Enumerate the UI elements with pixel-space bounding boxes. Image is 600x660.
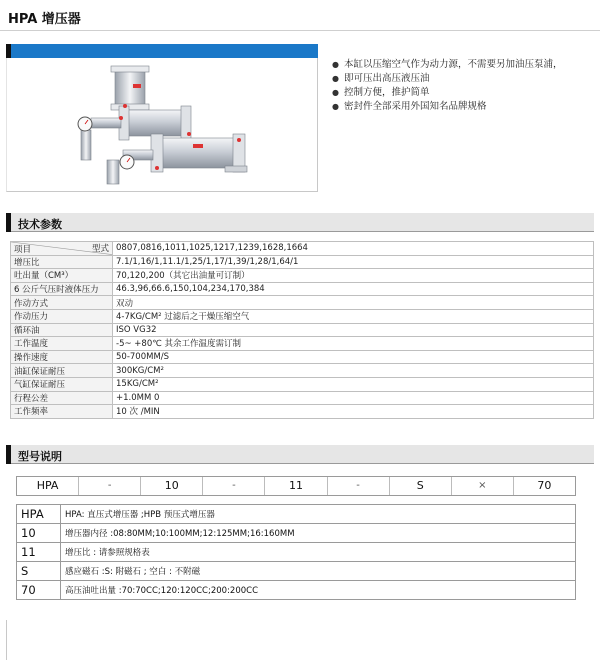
model-desc: HPA: 直压式增压器 ;HPB 预压式增压器 — [61, 505, 576, 524]
spec-label: 气缸保证耐压 — [11, 377, 113, 391]
title-divider — [0, 30, 600, 31]
spec-row — [11, 255, 594, 269]
spec-value: 双动 — [113, 296, 594, 310]
spec-value: ISO VG32 — [113, 323, 594, 337]
spec-label: 6 公斤气压时液体压力 — [11, 282, 113, 296]
spec-label: 增压比 — [11, 255, 113, 269]
spec-row — [11, 309, 594, 323]
section-mark — [6, 445, 11, 464]
model-desc: 增压器内径 :08:80MM;10:100MM;12:125MM;16:160MM — [61, 524, 576, 543]
feature-item: ● 控制方便，推护简单 — [332, 86, 594, 100]
spec-label: 作动方式 — [11, 296, 113, 310]
model-code: 11 — [17, 543, 61, 562]
spec-value: 7.1/1,16/1,11.1/1,25/1,17/1,39/1,28/1,64/1 — [113, 255, 594, 269]
spec-label: 作动压力 — [11, 309, 113, 323]
model-code: 10 — [17, 524, 61, 543]
spec-value: 4-7KG/CM² 过滤后之干燥压缩空气 — [113, 309, 594, 323]
model-row — [17, 543, 576, 562]
code-separator: - — [203, 477, 265, 495]
model-section-header — [6, 445, 594, 464]
model-desc: 高压油吐出量 :70:70CC;120:120CC;200:200CC — [61, 581, 576, 600]
header-type-label: 型式 — [91, 244, 109, 254]
feature-item: ● 本缸以压缩空气作为动力源，不需要另加油压泵浦， — [332, 58, 594, 72]
spec-header-row — [11, 242, 594, 256]
spec-value: -5~ +80℃ 其余工作温度需订制 — [113, 337, 594, 351]
spec-label: 操作速度 — [11, 350, 113, 364]
model-row — [17, 505, 576, 524]
code-segment: 11 — [265, 477, 327, 495]
spec-row — [11, 405, 594, 419]
code-segment: S — [390, 477, 452, 495]
spec-row — [11, 269, 594, 283]
code-segment: 70 — [537, 479, 552, 492]
product-header-bar — [6, 44, 318, 58]
spec-row — [11, 350, 594, 364]
model-desc: 感应磁石 :S: 附磁石 ; 空白 : 不附磁 — [61, 562, 576, 581]
spec-label: 油缸保证耐压 — [11, 364, 113, 378]
model-code-strip — [16, 476, 576, 496]
spec-row — [11, 364, 594, 378]
model-row — [17, 562, 576, 581]
spec-value: 70,120,200（其它出油量可订制） — [113, 269, 594, 283]
code-separator: × — [452, 477, 514, 495]
section-mark — [6, 213, 11, 232]
model-code: S — [17, 562, 61, 581]
feature-item-continued: ● 即可压出高压液压油 — [332, 72, 594, 86]
model-table — [16, 504, 576, 600]
spec-label: 工作温度 — [11, 337, 113, 351]
code-separator: - — [328, 477, 390, 495]
header-item-label: 项目 — [14, 244, 32, 255]
model-code: HPA — [17, 505, 61, 524]
spec-header-label — [11, 242, 113, 256]
spec-label: 循环油 — [11, 323, 113, 337]
model-row — [17, 581, 576, 600]
specs-section-header — [6, 213, 594, 232]
code-segment: 10 — [141, 477, 203, 495]
model-section-title: 型号说明 — [18, 450, 62, 463]
spec-value: +1.0MM 0 — [113, 391, 594, 405]
spec-row — [11, 323, 594, 337]
model-row — [17, 524, 576, 543]
spec-row — [11, 282, 594, 296]
page-edge-line — [6, 620, 7, 660]
spec-row — [11, 337, 594, 351]
spec-row — [11, 377, 594, 391]
page-title: HPA 增压器 — [8, 12, 81, 27]
spec-value: 10 次 /MIN — [113, 405, 594, 419]
spec-value: 15KG/CM² — [113, 377, 594, 391]
model-code: 70 — [17, 581, 61, 600]
product-image — [6, 58, 318, 192]
spec-row — [11, 391, 594, 405]
spec-label: 行程公差 — [11, 391, 113, 405]
feature-item: ● 密封件全部采用外国知名品牌规格 — [332, 100, 594, 114]
spec-label: 工作频率 — [11, 405, 113, 419]
spec-value: 46.3,96,66.6,150,104,234,170,384 — [113, 282, 594, 296]
booster-illustration — [7, 58, 317, 190]
feature-list — [332, 58, 594, 114]
code-segment: HPA — [17, 477, 79, 495]
spec-value: 300KG/CM² — [113, 364, 594, 378]
spec-label: 吐出量（CM³） — [11, 269, 113, 283]
spec-header-value: 0807,0816,1011,1025,1217,1239,1628,1664 — [113, 242, 594, 256]
product-header-mark — [6, 44, 11, 58]
spec-row — [11, 296, 594, 310]
spec-value: 50-700MM/S — [113, 350, 594, 364]
model-desc: 增压比 : 请参照规格表 — [61, 543, 576, 562]
code-separator: - — [79, 477, 141, 495]
spec-table — [10, 241, 594, 419]
lower-booster — [107, 134, 247, 184]
specs-section-title: 技术参数 — [18, 218, 62, 231]
